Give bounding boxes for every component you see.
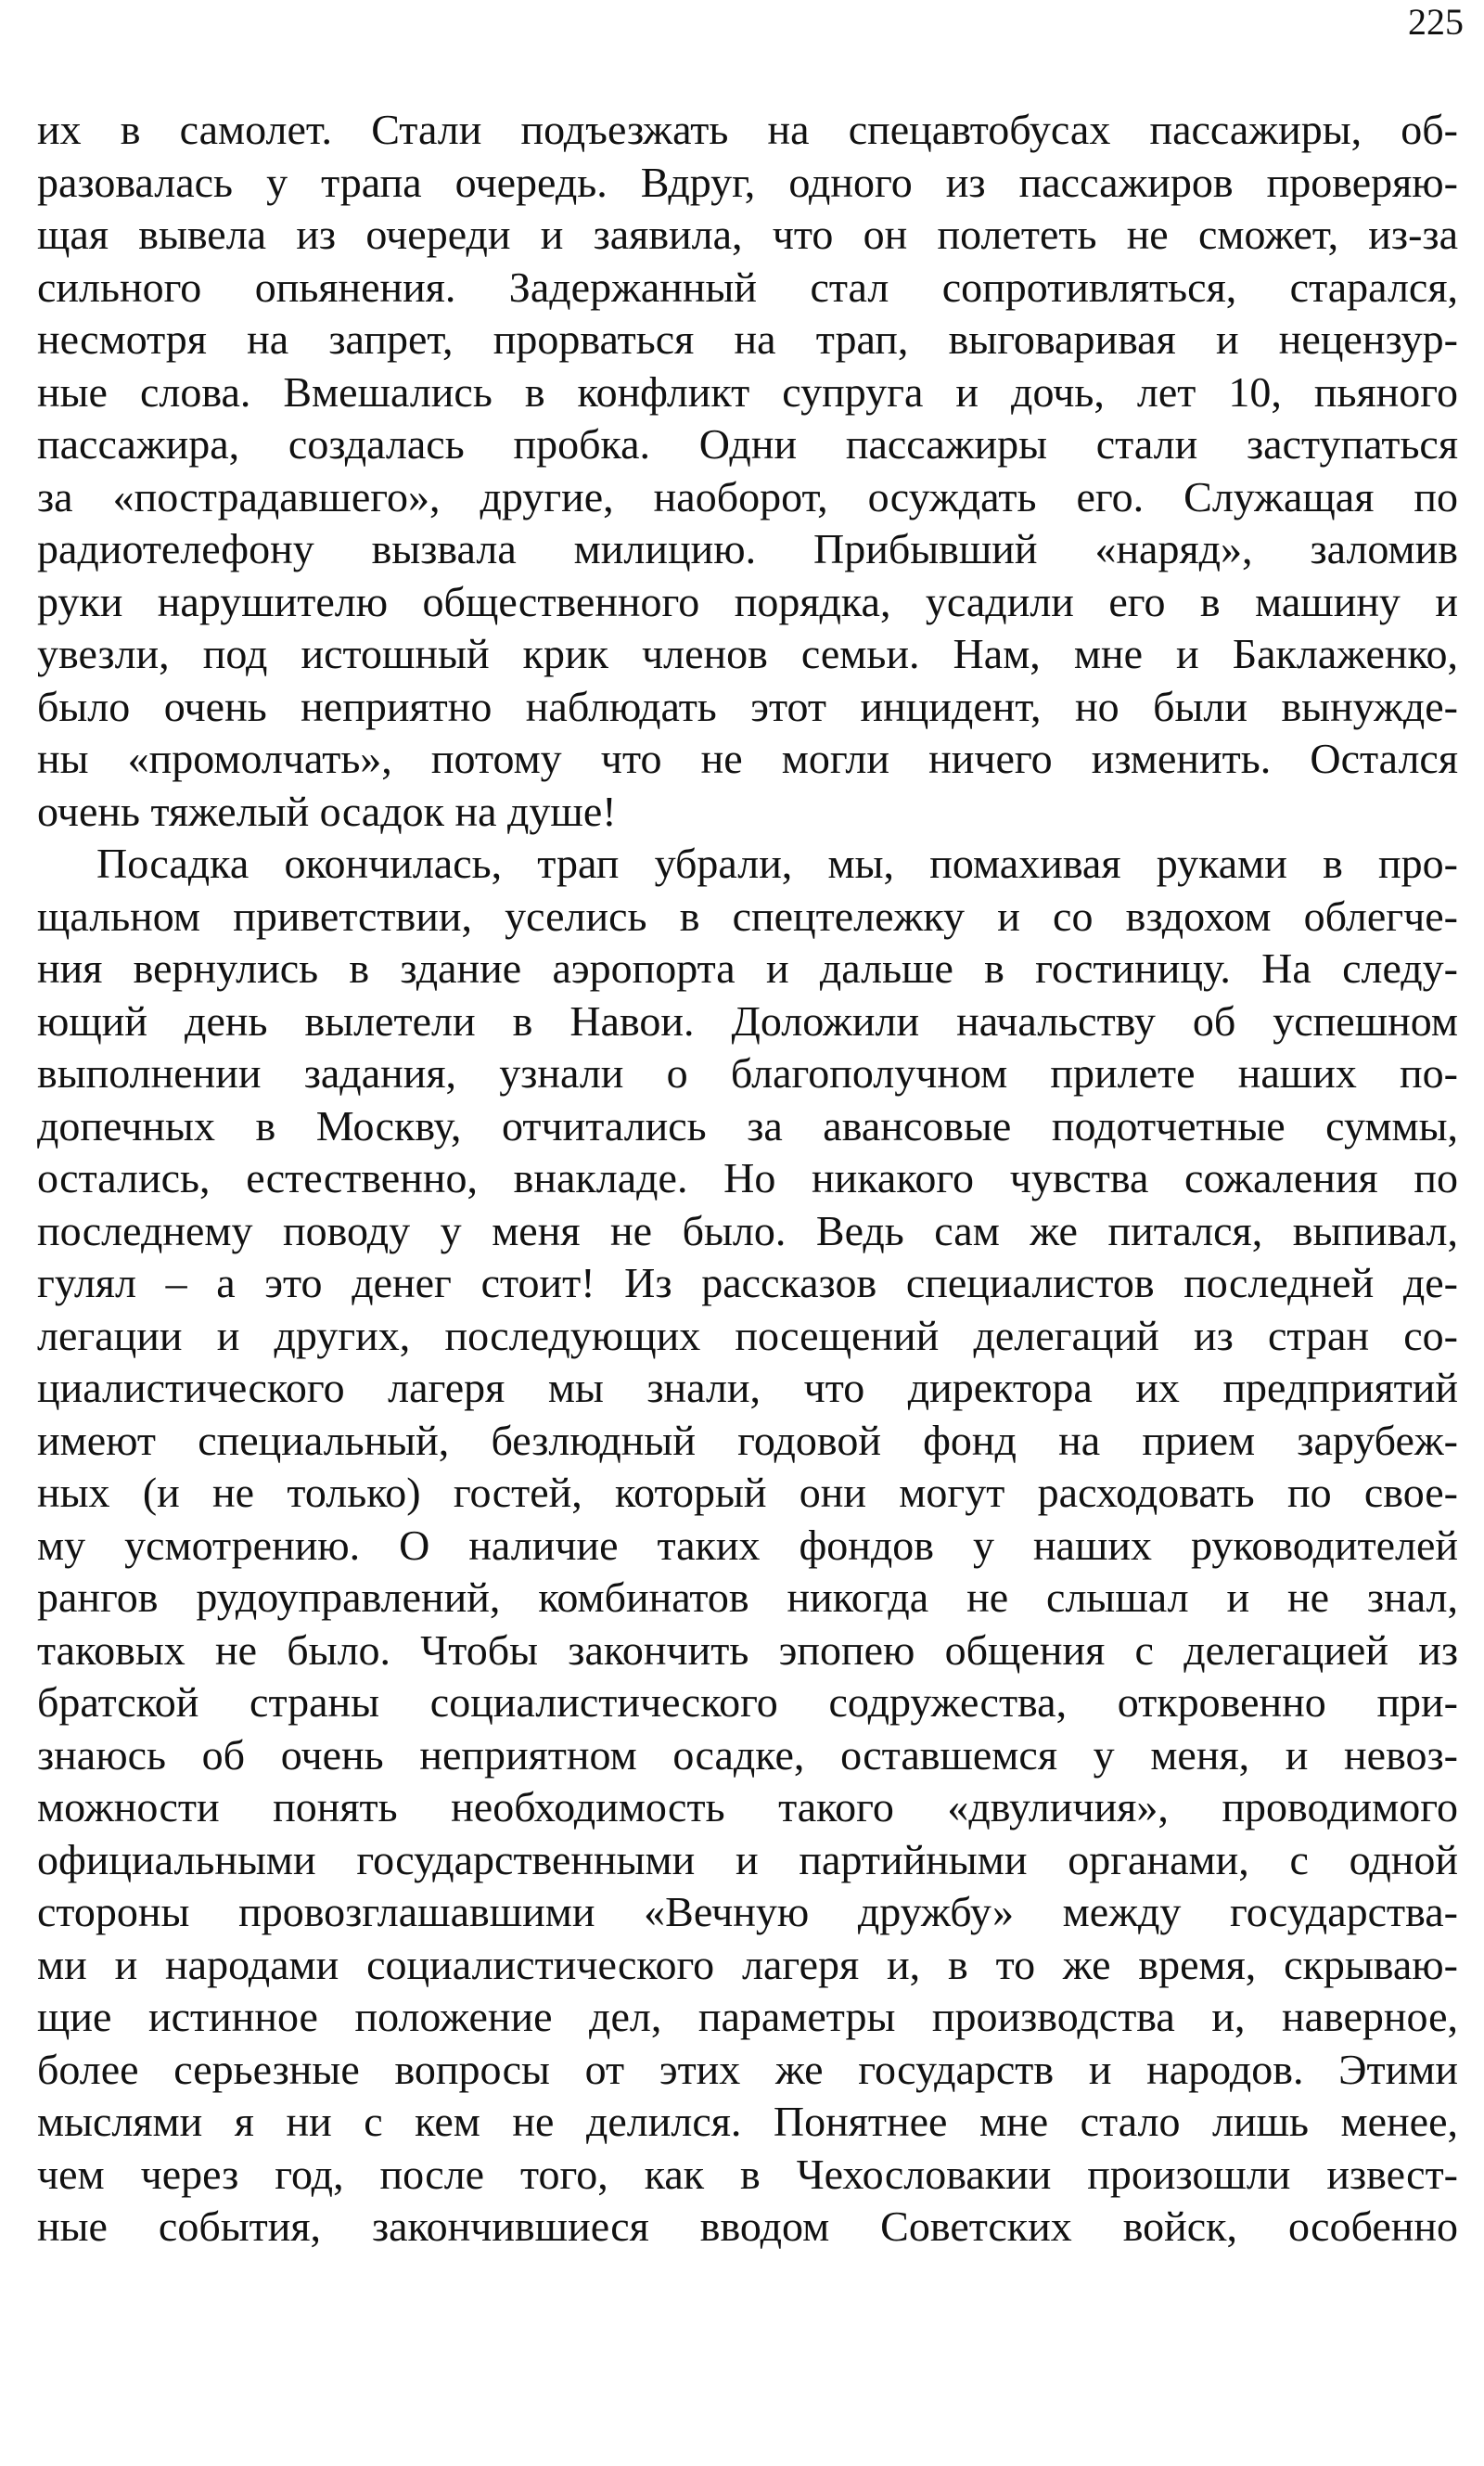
text-line: щальном приветствии, уселись в спецтележку и со вздохом облегче-: [37, 892, 1458, 940]
text-line: имеют специальный, безлюдный годовой фонд на прием зарубеж-: [37, 1416, 1458, 1464]
text-line: было очень неприятно наблюдать этот инцидент, но были вынужде-: [37, 682, 1458, 730]
text-line: последнему поводу у меня не было. Ведь сам же питался, выпивал,: [37, 1206, 1458, 1254]
text-line: чем через год, после того, как в Чехословакии произошли извест-: [37, 2150, 1458, 2198]
text-line: ния вернулись в здание аэропорта и дальше в гостиницу. На следу-: [37, 944, 1458, 992]
text-line: мыслями я ни с кем не делился. Понятнее мне стало лишь менее,: [37, 2098, 1458, 2145]
text-line: гулял – а это денег стоит! Из рассказов специалистов последней де-: [37, 1259, 1458, 1306]
text-line: остались, естественно, внакладе. Но никакого чувства сожаления по: [37, 1154, 1458, 1201]
text-line: пассажира, создалась пробка. Одни пассажиры стали заступаться: [37, 420, 1458, 468]
text-line: разовалась у трапа очередь. Вдруг, одного из пассажиров проверяю-: [37, 158, 1458, 206]
text-line: рангов рудоуправлений, комбинатов никогда не слышал и не знал,: [37, 1573, 1458, 1621]
text-line: ми и народами социалистического лагеря и, в то же время, скрываю-: [37, 1940, 1458, 1988]
paragraph-2: [37, 838, 1458, 2254]
text-line: щая вывела из очереди и заявила, что он полететь не сможет, из-за: [37, 211, 1458, 258]
text-line: официальными государственными и партийными органами, с одной: [37, 1835, 1458, 1883]
text-line: допечных в Москву, отчитались за авансовые подотчетные суммы,: [37, 1101, 1458, 1150]
text-line: легации и других, последующих посещений делегаций из стран со-: [37, 1311, 1458, 1359]
text-line: ны «промолчать», потому что не могли ничего изменить. Остался: [37, 735, 1458, 782]
text-line: му усмотрению. О наличие таких фондов у наших руководителей: [37, 1521, 1458, 1569]
text-line: руки нарушителю общественного порядка, усадили его в машину и: [37, 577, 1458, 625]
page-text: [37, 104, 1458, 2254]
text-line: ные слова. Вмешались в конфликт супруга и дочь, лет 10, пьяного: [37, 367, 1458, 416]
text-line: очень тяжелый осадок на душе!: [37, 787, 617, 835]
text-line: ющий день вылетели в Навои. Доложили начальству об успешном: [37, 996, 1458, 1045]
text-line: ных (и не только) гостей, который они могут расходовать по свое-: [37, 1469, 1458, 1516]
text-line: щие истинное положение дел, параметры производства и, наверное,: [37, 1993, 1458, 2040]
text-line: более серьезные вопросы от этих же государств и народов. Этими: [37, 2045, 1458, 2093]
text-line: увезли, под истошный крик членов семьи. Нам, мне и Баклаженко,: [37, 630, 1458, 677]
text-line: знаюсь об очень неприятном осадке, оставшемся у меня, и невоз-: [37, 1730, 1458, 1779]
page-number: 225: [1408, 1, 1464, 43]
text-line: братской страны социалистического содружества, откровенно при-: [37, 1678, 1458, 1726]
text-line: выполнении задания, узнали о благополучном прилете наших по-: [37, 1049, 1458, 1097]
text-line: несмотря на запрет, прорваться на трап, выговаривая и нецензур-: [37, 315, 1458, 363]
text-line: Посадка окончилась, трап убрали, мы, помахивая руками в про-: [96, 840, 1458, 887]
text-line: циалистического лагеря мы знали, что директора их предприятий: [37, 1364, 1458, 1411]
paragraph-1: [37, 104, 1458, 838]
text-line: за «пострадавшего», другие, наоборот, осуждать его. Служащая по: [37, 472, 1458, 520]
text-line: стороны провозглашавшими «Вечную дружбу» между государства-: [37, 1888, 1458, 1935]
text-line: можности понять необходимость такого «двуличия», проводимого: [37, 1783, 1458, 1830]
text-line: радиотелефону вызвала милицию. Прибывший «наряд», заломив: [37, 525, 1458, 572]
text-line: сильного опьянения. Задержанный стал сопротивляться, старался,: [37, 263, 1458, 311]
text-line: их в самолет. Стали подъезжать на спецавтобусах пассажиры, об-: [37, 106, 1458, 153]
text-line: ные события, закончившиеся вводом Советских войск, особенно: [37, 2203, 1458, 2250]
text-line: таковых не было. Чтобы закончить эпопею общения с делегацией из: [37, 1625, 1458, 1674]
